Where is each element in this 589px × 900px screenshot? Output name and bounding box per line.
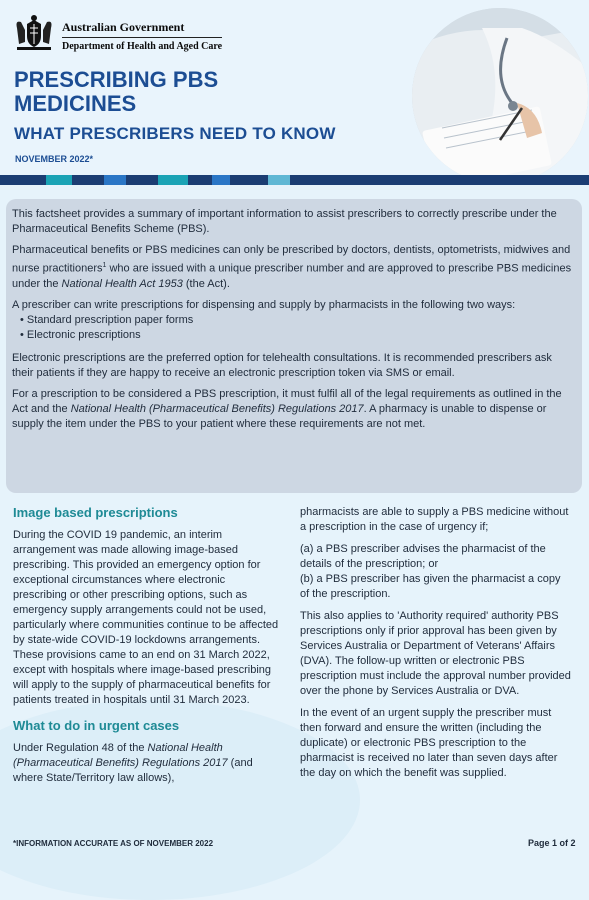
gov-name: Australian Government bbox=[62, 20, 185, 34]
body-paragraph: pharmacists are able to supply a PBS medicine without a prescription in the case of urgency if; bbox=[300, 506, 569, 533]
department-name: Department of Health and Aged Care bbox=[62, 37, 222, 54]
body-paragraph: (a) a PBS prescriber advises the pharmacist of the details of the prescription; or (b) a PBS prescriber has given the pharmacist a copy of the prescription. bbox=[300, 543, 561, 600]
section-heading-image-based: Image based prescriptions bbox=[13, 505, 178, 520]
summary-box bbox=[6, 199, 582, 493]
summary-paragraph: Electronic prescriptions are the preferred option for telehealth consultations. It is recommended prescribers ask their patients if they are happy to receive an electronic prescription token via SMS or email. bbox=[12, 351, 552, 379]
government-branding bbox=[62, 20, 222, 54]
left-column bbox=[13, 505, 281, 793]
page-subtitle: WHAT PRESCRIBERS NEED TO KNOW bbox=[14, 124, 336, 143]
list-item: • Electronic prescriptions bbox=[20, 328, 574, 343]
body-paragraph: In the event of an urgent supply the prescriber must then forward and ensure the written (including the duplicate) or electronic PBS prescription to the pharmacist is received no later than seven days after the day on which the benefit was supplied. bbox=[300, 707, 558, 779]
footer-note: *INFORMATION ACCURATE AS OF NOVEMBER 2022 bbox=[13, 839, 214, 848]
page-number: Page 1 of 2 bbox=[528, 838, 576, 848]
body-paragraph: Under Regulation 48 of the National Health (Pharmaceutical Benefits) Regulations 2017 (and where State/Territory law allows), bbox=[13, 742, 253, 784]
page-title: PRESCRIBING PBS MEDICINES bbox=[14, 67, 219, 116]
summary-paragraph: This factsheet provides a summary of important information to assist prescribers to correctly prescribe under the Pharmaceutical Benefits Scheme (PBS). bbox=[12, 208, 557, 235]
body-paragraph: This also applies to 'Authority required' authority PBS prescriptions only if prior approval has been given by Services Australia or Department of Veterans' Affairs (DVA). The follow-up written or electronic PBS prescription must include the approval number provided over the phone by Services Australia or DVA. bbox=[300, 610, 571, 697]
summary-paragraph: Pharmaceutical benefits or PBS medicines can only be prescribed by doctors, dentists, optometrists, midwives and nurse practitioners$^1$ who are issued with a unique prescriber number and are approved to prescribe PBS medicines under the National Health Act 1953 (the Act). bbox=[12, 244, 572, 290]
prescription-types-list bbox=[20, 313, 574, 343]
list-item: • Standard prescription paper forms bbox=[20, 313, 574, 328]
summary-paragraph: For a prescription to be considered a PBS prescription, it must fulfil all of the legal requirements as outlined in the Act and the National Health (Pharmaceutical Benefits) Regulations 2017. A pharmacy is unable to dispense or supply the item under the PBS to your patient where these requirements are not met. bbox=[12, 387, 562, 430]
body-paragraph: During the COVID 19 pandemic, an interim arrangement was made allowing image-based prescribing. This provided an emergency option for exceptional circumstances where electronic prescribing or other prescribing options, such as emergency supply arrangements could not be used, particularly where communities continue to be affected by state-wide COVID-19 lockdowns arrangements. These provisions came to an end on 31 March 2022, except with hospitals where image-based prescribing will apply to the supply of pharmaceutical benefits for patients treated in hospitals until 31 March 2023. bbox=[13, 529, 279, 706]
section-heading-urgent: What to do in urgent cases bbox=[13, 718, 180, 733]
summary-paragraph: A prescriber can write prescriptions for dispensing and supply by pharmacists in the following two ways: bbox=[12, 298, 516, 311]
publication-date: NOVEMBER 2022* bbox=[15, 154, 94, 164]
doctor-writing-photo bbox=[412, 8, 588, 184]
decorative-band bbox=[0, 175, 589, 185]
right-column bbox=[300, 505, 572, 788]
coat-of-arms-icon bbox=[11, 14, 57, 54]
